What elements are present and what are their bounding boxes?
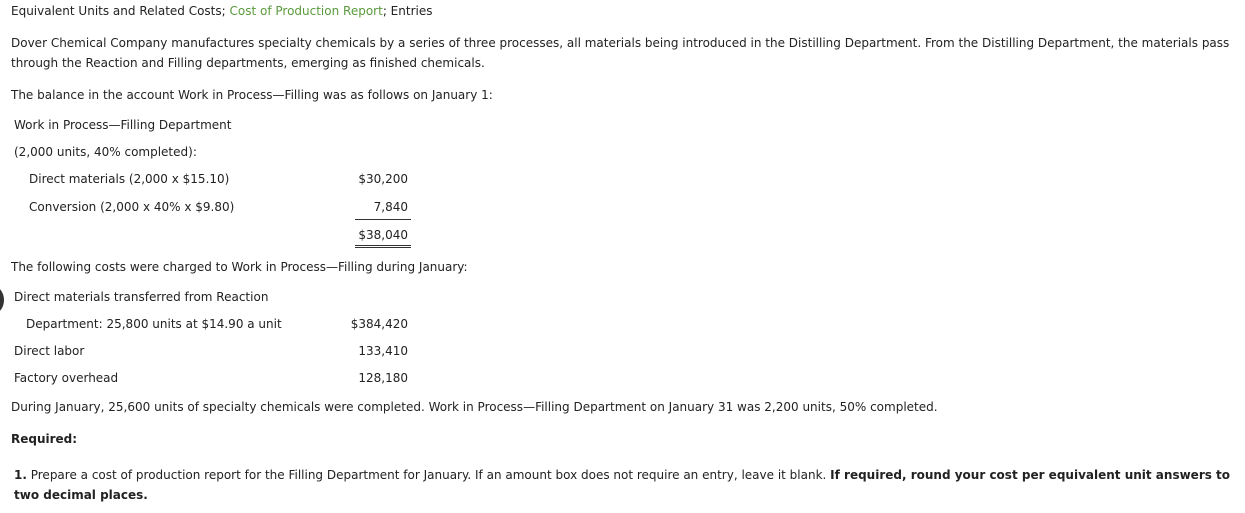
instruction-paragraph xyxy=(14,465,1245,505)
balance-row-materials-value: $30,200 xyxy=(358,172,408,186)
balance-heading-2: (2,000 units, 40% completed): xyxy=(14,145,197,159)
balance-total-value: $38,040 xyxy=(358,228,408,242)
required-label: Required: xyxy=(11,432,78,446)
balance-row-materials-label: Direct materials (2,000 x $15.10) xyxy=(29,172,230,186)
title-part-1: Equivalent Units and Related Costs; xyxy=(11,4,230,18)
title-part-2: ; Entries xyxy=(382,4,433,18)
charges-row-labor-label: Direct labor xyxy=(14,344,85,358)
page-title xyxy=(11,3,432,19)
charges-row-materials-value: $384,420 xyxy=(350,317,408,331)
charges-intro: The following costs were charged to Work in Process—Filling during January: xyxy=(11,260,468,274)
charges-row-materials-label-a: Direct materials transferred from Reaction xyxy=(14,290,269,304)
balance-row-conversion-value: 7,840 xyxy=(373,200,408,214)
completion-paragraph: During January, 25,600 units of specialty chemicals were completed. Work in Process—Filling Department on January 31 was 2,200 units, 50% completed. xyxy=(11,400,938,414)
total-double-rule xyxy=(355,245,411,248)
side-marker xyxy=(0,286,4,314)
cost-of-production-report-link[interactable]: Cost of Production Report xyxy=(229,4,383,18)
instruction-bold-text: If required, round your cost per equivalent unit answers to two decimal places. xyxy=(14,468,1231,502)
subtotal-rule xyxy=(355,219,411,220)
balance-heading-1: Work in Process—Filling Department xyxy=(14,118,232,132)
intro-paragraph: Dover Chemical Company manufactures specialty chemicals by a series of three processes, all materials being introduced in the Distilling Department. From the Distilling Department, the materials pass through the Reaction and Filling departments, emerging as finished chemicals. xyxy=(11,36,1230,70)
charges-row-labor-value: 133,410 xyxy=(358,344,408,358)
charges-row-materials-label-b: Department: 25,800 units at $14.90 a unit xyxy=(26,317,282,331)
balance-row-conversion-label: Conversion (2,000 x 40% x $9.80) xyxy=(29,200,235,214)
charges-row-overhead-label: Factory overhead xyxy=(14,371,119,385)
charges-row-overhead-value: 128,180 xyxy=(358,371,408,385)
balance-intro: The balance in the account Work in Process—Filling was as follows on January 1: xyxy=(11,88,493,102)
instruction-text: Prepare a cost of production report for the Filling Department for January. If an amount box does not require an entry, leave it blank. xyxy=(26,468,831,482)
instruction-number: 1. xyxy=(14,468,27,482)
